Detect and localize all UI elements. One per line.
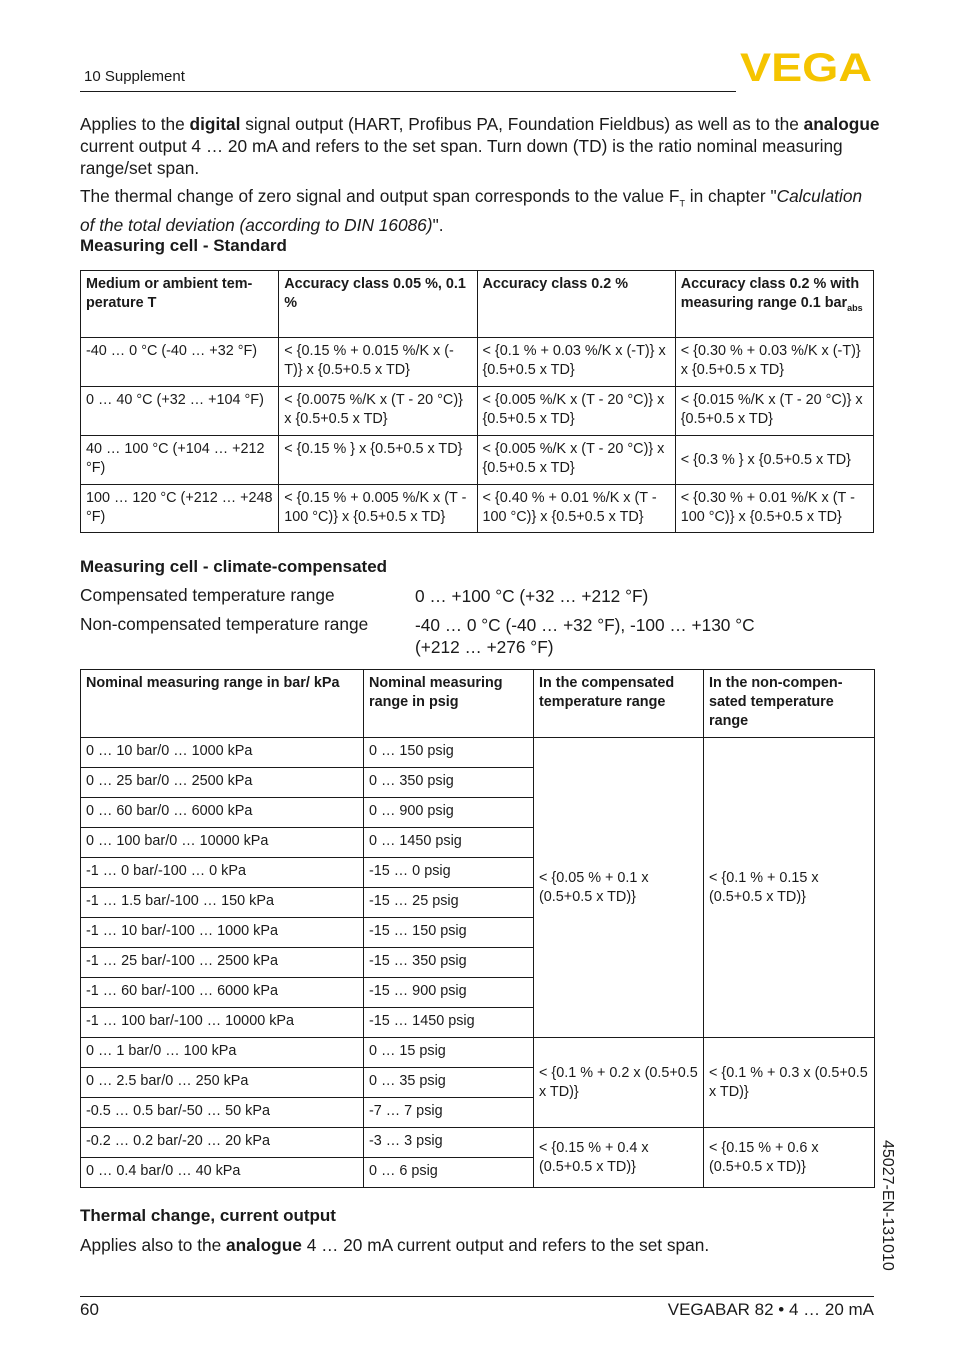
cell: < {0.1 % + 0.03 %/K x (-T)} x {0.5+0.5 x TD}	[477, 338, 675, 387]
cell: -1 … 60 bar/-100 … 6000 kPa	[81, 978, 364, 1008]
cell: 0 … 1 bar/0 … 100 kPa	[81, 1038, 364, 1068]
cell: 0 … 2.5 bar/0 … 250 kPa	[81, 1068, 364, 1098]
header-range-bar: Nominal measuring range in bar/ kPa	[81, 670, 364, 738]
cell: 0 … 15 psig	[364, 1038, 534, 1068]
cell: < {0.30 % + 0.03 %/K x (-T)} x {0.5+0.5 x TD}	[675, 338, 873, 387]
table-row	[81, 738, 875, 768]
cell: -15 … 1450 psig	[364, 1008, 534, 1038]
group-noncompensated-cell: < {0.1 % + 0.3 x (0.5+0.5 x TD)}	[704, 1038, 875, 1128]
cell: < {0.005 %/K x (T - 20 °C)} x {0.5+0.5 x TD}	[477, 387, 675, 436]
header-class-005: Accuracy class 0.05 %, 0.1 %	[279, 271, 477, 338]
cell: < {0.30 % + 0.01 %/K x (T - 100 °C)} x {0.5+0.5 x TD}	[675, 485, 873, 533]
cell: -15 … 150 psig	[364, 918, 534, 948]
cell: 100 … 120 °C (+212 … +248 °F)	[81, 485, 279, 533]
cell: 40 … 100 °C (+104 … +212 °F)	[81, 436, 279, 485]
intro-paragraph-2: The thermal change of zero signal and output span corresponds to the value $F_T$ in chapter "Calculation of the total deviation (according to DIN 16086)".	[80, 186, 863, 236]
cell: -1 … 1.5 bar/-100 … 150 kPa	[81, 888, 364, 918]
cell: 0 … 40 °C (+32 … +104 °F)	[81, 387, 279, 436]
cell: 0 … 1450 psig	[364, 828, 534, 858]
cell: 0 … 25 bar/0 … 2500 kPa	[81, 768, 364, 798]
standard-heading: Measuring cell - Standard	[80, 236, 287, 255]
table-row	[81, 436, 874, 485]
page-number: 60	[80, 1300, 99, 1319]
intro-paragraph-1: Applies to the digital signal output (HART, Profibus PA, Foundation Fieldbus) as well as to the analogue current output 4 … 20 mA and refers to the set span. Turn down (TD) is the ratio nominal measuring range/set span.	[80, 114, 880, 178]
header-class-02-01bar: Accuracy class 0.2 % with measuring range 0.1 bar$_{abs}$	[675, 271, 873, 338]
cell: -1 … 0 bar/-100 … 0 kPa	[81, 858, 364, 888]
cell: -3 … 3 psig	[364, 1128, 534, 1158]
noncompensated-range-label: Non-compensated temperature range	[80, 614, 369, 634]
cell: -0.5 … 0.5 bar/-50 … 50 kPa	[81, 1098, 364, 1128]
group-compensated-cell: < {0.15 % + 0.4 x (0.5+0.5 x TD)}	[534, 1128, 704, 1188]
cell: -1 … 10 bar/-100 … 1000 kPa	[81, 918, 364, 948]
cell: 0 … 900 psig	[364, 798, 534, 828]
thermal-paragraph: Applies also to the analogue 4 … 20 mA current output and refers to the set span.	[80, 1235, 710, 1255]
cell: -15 … 25 psig	[364, 888, 534, 918]
document-title: VEGABAR 82 • 4 … 20 mA	[667, 1300, 874, 1319]
table-row	[81, 338, 874, 387]
header-rule	[80, 91, 736, 92]
cell: < {0.15 % + 0.015 %/K x (-T)} x {0.5+0.5 x TD}	[279, 338, 477, 387]
header-range-psig: Nominal measuring range in psig	[364, 670, 534, 738]
cell: -1 … 25 bar/-100 … 2500 kPa	[81, 948, 364, 978]
cell: -7 … 7 psig	[364, 1098, 534, 1128]
cell: 0 … 35 psig	[364, 1068, 534, 1098]
cell: -15 … 900 psig	[364, 978, 534, 1008]
group-noncompensated-cell: < {0.1 % + 0.15 x (0.5+0.5 x TD)}	[704, 738, 875, 1038]
footer-rule	[80, 1296, 874, 1297]
compensated-range-value: 0 … +100 °C (+32 … +212 °F)	[415, 586, 649, 606]
vega-logo	[740, 50, 874, 84]
thermal-heading: Thermal change, current output	[80, 1206, 336, 1225]
cell: 0 … 0.4 bar/0 … 40 kPa	[81, 1158, 364, 1188]
climate-table	[80, 669, 875, 1188]
group-noncompensated-cell: < {0.15 % + 0.6 x (0.5+0.5 x TD)}	[704, 1128, 875, 1188]
cell: < {0.005 %/K x (T - 20 °C)} x {0.5+0.5 x TD}	[477, 436, 675, 485]
header-compensated: In the compensated temperature range	[534, 670, 704, 738]
table-row	[81, 485, 874, 533]
table-row	[81, 1038, 875, 1068]
climate-heading: Measuring cell - climate-compensated	[80, 557, 388, 576]
cell: -0.2 … 0.2 bar/-20 … 20 kPa	[81, 1128, 364, 1158]
header-noncompensated: In the non-compensated temperature range	[704, 670, 875, 738]
svg-text:VEGA: VEGA	[740, 50, 872, 84]
cell: -15 … 350 psig	[364, 948, 534, 978]
group-compensated-cell: < {0.1 % + 0.2 x (0.5+0.5 x TD)}	[534, 1038, 704, 1128]
cell: < {0.0075 %/K x (T - 20 °C)} x {0.5+0.5 x TD}	[279, 387, 477, 436]
section-label: 10 Supplement	[84, 68, 185, 85]
cell: < {0.15 % + 0.005 %/K x (T - 100 °C)} x {0.5+0.5 x TD}	[279, 485, 477, 533]
cell: < {0.15 % } x {0.5+0.5 x TD}	[279, 436, 477, 485]
cell: 0 … 150 psig	[364, 738, 534, 768]
table-row	[81, 387, 874, 436]
table-header-row	[81, 670, 875, 738]
cell: -15 … 0 psig	[364, 858, 534, 888]
compensated-range-label: Compensated temperature range	[80, 585, 335, 605]
standard-table	[80, 270, 874, 533]
header-class-02: Accuracy class 0.2 %	[477, 271, 675, 338]
table-row	[81, 1128, 875, 1158]
cell: 0 … 100 bar/0 … 10000 kPa	[81, 828, 364, 858]
document-code: 45027-EN-131010	[879, 1140, 896, 1271]
cell: 0 … 10 bar/0 … 1000 kPa	[81, 738, 364, 768]
cell: < {0.40 % + 0.01 %/K x (T - 100 °C)} x {0.5+0.5 x TD}	[477, 485, 675, 533]
noncompensated-range-value: -40 … 0 °C (-40 … +32 °F), -100 … +130 °C (+212 … +276 °F)	[415, 615, 755, 657]
table-header-row	[81, 271, 874, 338]
cell: -40 … 0 °C (-40 … +32 °F)	[81, 338, 279, 387]
cell: < {0.015 %/K x (T - 20 °C)} x {0.5+0.5 x TD}	[675, 387, 873, 436]
cell: 0 … 6 psig	[364, 1158, 534, 1188]
cell: 0 … 60 bar/0 … 6000 kPa	[81, 798, 364, 828]
cell: < {0.3 % } x {0.5+0.5 x TD}	[675, 436, 873, 485]
cell: 0 … 350 psig	[364, 768, 534, 798]
header-temperature: Medium or ambient temperature T	[81, 271, 279, 338]
cell: -1 … 100 bar/-100 … 10000 kPa	[81, 1008, 364, 1038]
group-compensated-cell: < {0.05 % + 0.1 x (0.5+0.5 x TD)}	[534, 738, 704, 1038]
